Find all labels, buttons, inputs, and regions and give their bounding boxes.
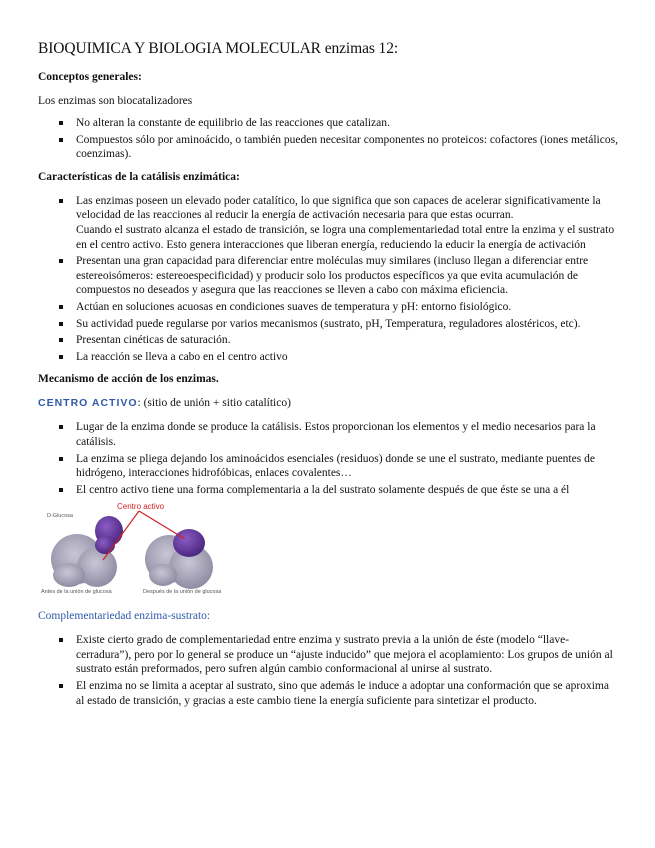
- section-heading-caracteristicas: Características de la catálisis enzimática:: [38, 170, 240, 183]
- list-item: La reacción se lleva a cabo en el centro activo: [38, 350, 618, 365]
- caracteristicas-list: [38, 194, 618, 365]
- centro-activo-suffix: : (sitio de unión + sitio catalítico): [137, 397, 291, 410]
- conceptos-list: [38, 116, 618, 162]
- list-item-continuation: Cuando el sustrato alcanza el estado de transición, se logra una complementariedad total entre la enzima y el sustrato en el centro activo. Esto genera interacciones que liberan energía, reduciendo la educir la energía de activación: [76, 223, 615, 251]
- list-item-text: Las enzimas poseen un elevado poder catalítico, lo que significa que son capaces de acelerar significativamente la velocidad de las reacciones al reducir la energía de activación necesaria para que estas ocurran.: [76, 194, 601, 222]
- list-item: Actúan en soluciones acuosas en condiciones suaves de temperatura y pH: entorno fisiológico.: [38, 300, 618, 315]
- list-item: Existe cierto grado de complementariedad entre enzima y sustrato previa a la unión de éste (modelo “llave-cerradura”), pero por lo general se produce un “ajuste inducido” que mejora el acoplamiento: Los grupos de unión al sustrato están preformados, pero sufren algún cambio conformacional al unirse al sustrato.: [38, 633, 618, 677]
- document-page: [38, 40, 618, 716]
- mecanismo-list: [38, 420, 618, 497]
- intro-paragraph: Los enzimas son biocatalizadores: [38, 95, 193, 107]
- arrow-to-active-site-right: [139, 511, 185, 539]
- document-title: BIOQUIMICA Y BIOLOGIA MOLECULAR enzimas 12:: [38, 40, 399, 57]
- centro-activo-line: [38, 396, 618, 410]
- figure-caption-after: Después de la unión de glucosa: [143, 589, 222, 596]
- figure-label-glucose: D-Glucosa: [47, 513, 73, 520]
- list-item: Compuestos sólo por aminoácido, o también pueden necesitar componentes no proteicos: cofactores (iones metálicos, coenzimas).: [38, 133, 618, 162]
- list-item: Presentan una gran capacidad para diferenciar entre moléculas muy similares (incluso llegan a diferenciar entre estereoisómeros: estereoespecificidad) y producir solo los productos específicos ya que evita acumulación de compuestos no deseados y asegura que las reacciones se lleven a cabo con máxima eficiencia.: [38, 254, 618, 298]
- centro-activo-label: CENTRO ACTIVO: [38, 397, 138, 410]
- figure-label-active-site: Centro activo: [117, 502, 165, 512]
- list-item: No alteran la constante de equilibrio de las reacciones que catalizan.: [38, 116, 618, 131]
- section-heading-mecanismo: Mecanismo de acción de los enzimas.: [38, 373, 219, 386]
- list-item: Lugar de la enzima donde se produce la catálisis. Estos proporcionan los elementos y el medio necesarios para la catálisis.: [38, 420, 618, 449]
- list-item: El enzima no se limita a aceptar al sustrato, sino que además le induce a adoptar una conformación que se aproxima al estado de transición, y gracias a este cambio tiene la energía suficiente para sintetizar el producto.: [38, 679, 618, 708]
- section-heading-complementariedad: Complementariedad enzima-sustrato:: [38, 610, 211, 623]
- figure-caption-before: Antes de la unión de glucosa: [41, 589, 112, 596]
- list-item: La enzima se pliega dejando los aminoácidos esenciales (residuos) donde se une el sustrato, mediante puentes de hidrógeno, interacciones hidrofóbicas, enlaces covalentes…: [38, 452, 618, 481]
- section-heading-conceptos: Conceptos generales:: [38, 71, 142, 83]
- complementariedad-list: [38, 633, 618, 708]
- list-item: Su actividad puede regularse por varios mecanismos (sustrato, pH, Temperatura, reguladores alostéricos, etc).: [38, 317, 618, 332]
- list-item: Presentan cinéticas de saturación.: [38, 333, 618, 348]
- protein-after-binding: [145, 529, 213, 589]
- list-item: El centro activo tiene una forma complementaria a la del sustrato solamente después de que éste se una a él: [38, 483, 618, 498]
- list-item: [38, 194, 618, 252]
- protein-before-binding: [51, 516, 123, 587]
- enzyme-figure: [39, 502, 224, 597]
